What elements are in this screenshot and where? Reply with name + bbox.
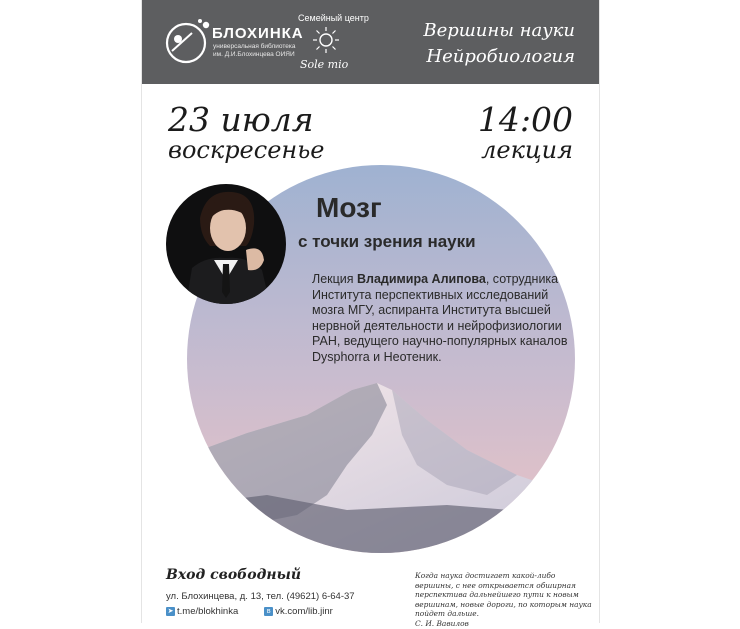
telegram-link[interactable]: t.me/blokhinka <box>177 606 239 617</box>
address-phone: ул. Блохинцева, д. 13, тел. (49621) 6-64-37 <box>166 591 355 602</box>
telegram-icon: ➤ <box>167 607 174 615</box>
talk-description: Лекция Владимира Алипова, сотрудника Института перспективных исследований мозга МГУ, аспиранта Института высшей нервной деятельности и нейрофизиологии РАН, ведущего научно-популярных каналов Dysphorra и Неотеник. <box>312 272 568 364</box>
speaker-portrait-image <box>166 184 286 304</box>
event-date: 23 июля <box>168 100 314 139</box>
quote-text: Когда наука достигает какой-либо вершины, с нее открывается обширная перспектива дальнейшего пути к новым вершинам, новые дороги, по которым наука пойдет дальше. <box>415 571 592 619</box>
quote-block <box>415 571 595 629</box>
free-entry-label: Вход свободный <box>166 567 301 583</box>
contact-links <box>166 606 333 617</box>
event-poster <box>141 0 600 628</box>
vk-link[interactable]: vk.com/lib.jinr <box>275 606 333 617</box>
event-weekday: воскресенье <box>168 136 325 164</box>
family-center-name: Sole mio <box>300 58 349 71</box>
library-logo-icon <box>162 17 212 67</box>
series-title: Вершины науки Нейробиология <box>423 20 575 67</box>
talk-subtitle: с точки зрения науки <box>298 232 476 251</box>
event-type: лекция <box>481 136 573 164</box>
talk-title: Мозг <box>316 192 382 223</box>
library-subtitle: универсальная библиотека им. Д.И.Блохинцева ОИЯИ <box>213 43 296 58</box>
quote-author: С. И. Вавилов <box>415 618 469 628</box>
speaker-name: Владимира Алипова <box>357 272 486 286</box>
vk-icon: в <box>264 607 273 616</box>
poster-header <box>142 0 599 84</box>
family-center-title: Семейный центр <box>298 13 369 23</box>
library-name: БЛОХИНКА <box>212 25 304 42</box>
event-time: 14:00 <box>477 100 573 139</box>
sun-icon <box>312 26 340 54</box>
